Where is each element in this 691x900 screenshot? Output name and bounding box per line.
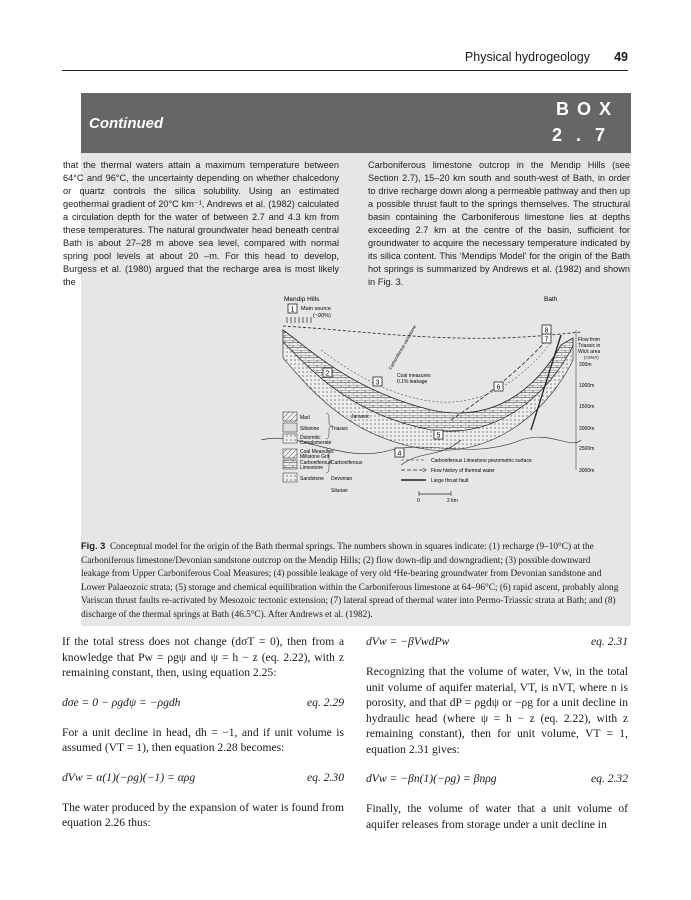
triassic-in-label: Triassic in xyxy=(578,343,601,349)
caption-text: Conceptual model for the origin of the Bath thermal springs. The numbers shown in squares indicate: (1) recharge (9–10°C) at the Carboniferous limestone/Devonian sandstone outcrop on the Mendip Hills; (2) flow down-dip and downgradient; (3) possible downward leakage from Upper Carboniferous Coal Measures; (4) possible leakage of very old ⁴He-bearing groundwater from Devonian sandstone and Lower Palaeozoic strata; (5) storage and chemical equilibration within the Carboniferous limestone at 64–96°C; (6) rapid ascent, probably along Variscan thrust faults re-activated by Mesozoic tectonic extension; (7) lateral spread of thermal water into Permo-Triassic strata at Bath; and (8) discharge of the thermal springs at Bath (46.5°C). After Andrews et al. (1982). xyxy=(81,542,619,620)
wick-pct-label: (<3%?) xyxy=(584,355,599,360)
svg-text:Triassic: Triassic xyxy=(331,426,349,432)
equation-2-30-number: eq. 2.30 xyxy=(306,770,344,784)
svg-text:2000m: 2000m xyxy=(579,426,595,432)
svg-text:Large thrust fault: Large thrust fault xyxy=(431,478,469,484)
equation-2-30-formula: dVw = α(1)(−ρg)(−1) = αρg xyxy=(62,770,196,784)
svg-text:0: 0 xyxy=(417,498,420,504)
paragraph-3: The water produced by the expansion of water is found from equation 2.26 thus: xyxy=(62,800,344,829)
svg-text:5: 5 xyxy=(436,432,441,440)
svg-text:1: 1 xyxy=(290,306,295,314)
svg-text:Dolomitic: Dolomitic xyxy=(300,435,321,441)
box-label: BOX xyxy=(555,99,619,119)
box-6 xyxy=(494,382,503,392)
svg-text:Siltstone: Siltstone xyxy=(300,426,320,432)
svg-text:8: 8 xyxy=(544,327,549,335)
recharge-arrows xyxy=(287,317,311,323)
main-source-label: Main source xyxy=(301,306,331,312)
leakage-label: 0.1% leakage xyxy=(397,379,428,385)
inferred-label: Carboniferous sandstone xyxy=(387,324,418,371)
paragraph-2: For a unit decline in head, dh = −1, and if unit volume is assumed (VT = 1), then equation 2.28 becomes: xyxy=(62,725,344,754)
svg-text:Limestone: Limestone xyxy=(300,465,324,471)
box-header-bar xyxy=(81,93,631,153)
wick-area-label: Wick area xyxy=(578,349,601,355)
box-number: 2.7 xyxy=(551,125,619,145)
body-column-right xyxy=(366,634,628,832)
svg-text:Sandstone: Sandstone xyxy=(300,476,324,482)
svg-text:Carboniferous: Carboniferous xyxy=(331,460,363,466)
equation-2-31-formula: dVw = −βVwdPw xyxy=(366,635,450,648)
svg-text:4: 4 xyxy=(397,450,402,458)
svg-text:Millstone Grit: Millstone Grit xyxy=(300,454,330,460)
svg-text:Coal Measures: Coal Measures xyxy=(300,449,334,455)
svg-text:2 km: 2 km xyxy=(447,498,458,504)
body-column-left xyxy=(62,634,344,831)
box-5 xyxy=(434,430,443,440)
jurassic-label: Jurassic xyxy=(351,414,370,420)
box-3 xyxy=(373,377,382,387)
svg-text:1000m: 1000m xyxy=(579,383,595,389)
paragraph-1: If the total stress does not change (dσT = 0), then from a knowledge that Pw = ρgψ and ψ = h − z (eq. 2.22), with z remaining constant, then, using equation 2.25: xyxy=(62,635,344,679)
svg-text:Silurian: Silurian xyxy=(331,488,348,494)
paragraph-5: Finally, the volume of water that a unit volume of aquifer releases from storage under a unit decline in xyxy=(366,802,628,831)
svg-text:Conglomerate: Conglomerate xyxy=(300,440,332,446)
equation-2-32 xyxy=(366,771,628,787)
box-continued-label: Continued xyxy=(89,115,164,132)
svg-text:200m: 200m xyxy=(579,362,592,368)
equation-2-32-formula: dVw = −βn(1)(−ρg) = βnρg xyxy=(366,772,497,785)
caption-label: Fig. 3 xyxy=(81,541,106,551)
figure-caption xyxy=(81,540,621,622)
equation-2-31-number: eq. 2.31 xyxy=(590,635,628,648)
page-number: 49 xyxy=(614,50,628,64)
equation-2-32-number: eq. 2.32 xyxy=(590,772,628,785)
bath-label: Bath xyxy=(544,296,558,303)
svg-text:7: 7 xyxy=(544,336,549,344)
piezometric-surface xyxy=(283,326,581,338)
svg-text:Marl: Marl xyxy=(300,415,310,421)
svg-text:2500m: 2500m xyxy=(579,446,595,452)
svg-text:6: 6 xyxy=(496,384,501,392)
svg-text:1500m: 1500m xyxy=(579,404,595,410)
box-1 xyxy=(288,304,297,314)
header-rule xyxy=(62,70,628,71)
running-header xyxy=(62,50,628,70)
svg-text:3000m: 3000m xyxy=(579,468,595,474)
equation-2-29 xyxy=(62,695,344,711)
svg-text:3: 3 xyxy=(375,379,380,387)
equation-2-31 xyxy=(366,634,628,650)
mendip-label: Mendip Hills xyxy=(284,296,320,303)
svg-text:Carboniferous: Carboniferous xyxy=(300,460,332,466)
box-column-1: that the thermal waters attain a maximum temperature between 64°C and 96°C, the uncertainty depending on whether chalcedony or quartz controls the silica solubility. Using an estimated geothermal gradient of 20°C km⁻¹, Andrews et al. (1982) calculated a circulation depth for the water of between 2.7 and 4.3 km from these temperatures. The natural groundwater head beneath central Bath is about 27–28 m above sea level, compared with normal spring pool levels at about 20 –m. For this head to develop, Burgess et al. (1980) argued that the recharge area is most likely the xyxy=(63,160,339,287)
main-source-pct: (~90%) xyxy=(313,313,331,319)
svg-text:Devonian: Devonian xyxy=(331,476,353,482)
svg-text:Flow history of thermal water: Flow history of thermal water xyxy=(431,468,495,474)
equation-2-30 xyxy=(62,770,344,786)
svg-text:Carboniferous Limestone piezom: Carboniferous Limestone piezometric surface xyxy=(431,458,532,464)
header-title: Physical hydrogeology xyxy=(464,50,590,64)
flow-from-label: Flow from xyxy=(578,337,600,343)
equation-2-29-number: eq. 2.29 xyxy=(306,695,344,709)
svg-text:2: 2 xyxy=(325,370,330,378)
box-column-2: Carboniferous limestone outcrop in the Mendip Hills (see Section 2.7), 15–20 km south and south-west of Bath, in order to drive recharge down along a permeable pathway and then up a possible thrust fault to the springs themselves. The structural basin containing the Carboniferous limestone lies at depths exceeding 2.7 km at the centre of the basin, sufficient for groundwater to acquire the necessary temperature indicated by its silica content. This ‘Mendips Model’ for the origin of the Bath hot springs is summarized by Andrews et al. (1982) and shown in Fig. 3. xyxy=(368,160,630,287)
box-4 xyxy=(395,448,404,458)
bath-springs-cross-section xyxy=(201,290,641,520)
paragraph-4: Recognizing that the volume of water, Vw, in the total unit volume of aquifer material, VT, is nVT, where n is porosity, and that dP = ρgdψ or −ρg for a unit decline in hydraulic head (where ψ = h − z (eq. 2.22), with z remaining constant), then for unit volume, VT = 1, equation 2.31 gives: xyxy=(366,665,628,756)
box-2-7 xyxy=(63,93,631,626)
equation-2-29-formula: dσe = 0 − ρgdψ = −ρgdh xyxy=(62,695,181,709)
box-8 xyxy=(542,325,551,335)
coal-measures-label: Coal measures xyxy=(397,373,431,379)
box-7 xyxy=(542,334,551,344)
box-2 xyxy=(323,368,332,378)
